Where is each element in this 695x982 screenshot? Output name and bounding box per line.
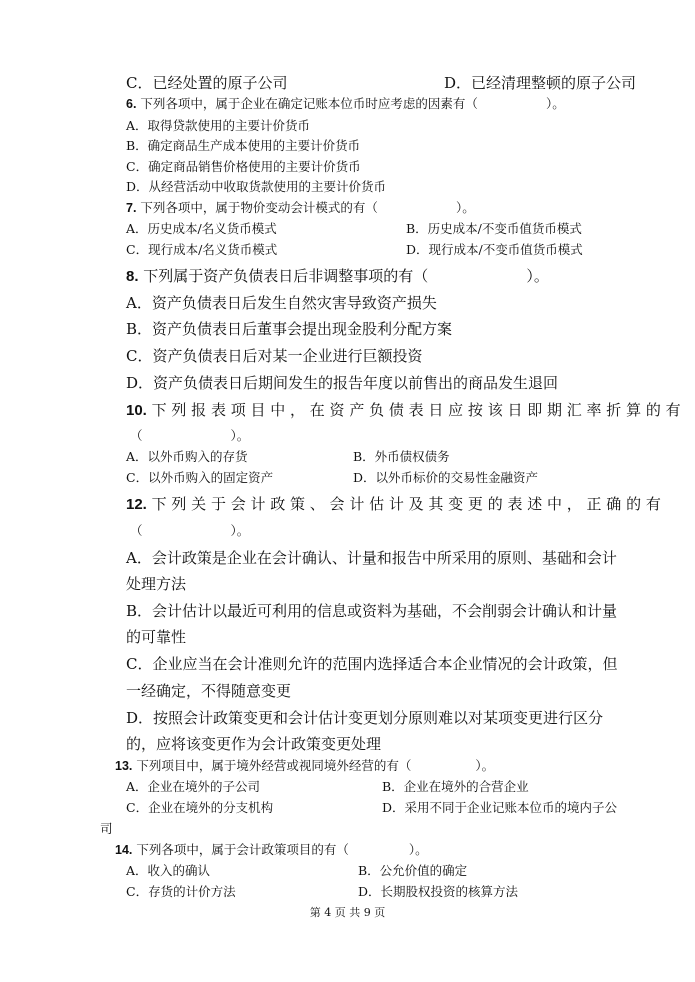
question-number: 6. <box>126 97 137 111</box>
question-text: 下列各项中，属于会计政策项目的有（ <box>136 842 349 857</box>
option-c: C．现行成本/名义货币模式 <box>126 242 278 257</box>
option-c: C．企业应当在会计准则允许的范围内选择适合本企业情况的会计政策，但 <box>126 655 618 673</box>
option-b: B．历史成本/不变币值货币模式 <box>406 221 582 236</box>
question-text: 下列各项中，属于物价变动会计模式的有（ <box>140 200 378 215</box>
question-number: 10. <box>126 402 147 419</box>
option-a: A．企业在境外的子公司 <box>126 779 261 794</box>
option-d: D．长期股权投资的核算方法 <box>358 884 519 899</box>
question-close: ）。 <box>545 96 565 111</box>
question-13 <box>115 760 494 773</box>
question-text: 下 列 关 于 会 计 政 策 、 会 计 估 计 及 其 变 更 的 表 述 中 ， 正 确 的 有 <box>151 495 661 513</box>
option-c: C．已经处置的原子公司 <box>126 74 288 92</box>
question-close: ）。 <box>230 428 250 443</box>
option-c: C．确定商品销售价格使用的主要计价货币 <box>126 159 361 174</box>
option-b: B．外币债权债务 <box>353 449 450 464</box>
option-c-continued: 一经确定，不得随意变更 <box>126 682 292 700</box>
question-8 <box>126 269 549 284</box>
question-text: 下 列 报 表 项 目 中 ， 在 资 产 负 债 表 日 应 按 该 日 即 期 汇 率 折 算 的 有 <box>151 401 681 419</box>
option-a: A．取得贷款使用的主要计价货币 <box>126 118 311 133</box>
question-number: 14. <box>115 843 133 857</box>
question-7 <box>126 202 475 215</box>
option-d: D．按照会计政策变更和会计估计变更划分原则难以对某项变更进行区分 <box>126 709 604 727</box>
option-d: D．采用不同于企业记账本位币的境内子公 <box>382 800 618 815</box>
question-10 <box>126 403 681 418</box>
question-open: （ <box>130 428 143 443</box>
question-close: ）。 <box>475 758 495 773</box>
option-b: B．会计估计以最近可利用的信息或资料为基础，不会削弱会计确认和计量 <box>126 602 618 620</box>
question-12 <box>126 497 661 512</box>
option-d-continued: 司 <box>100 821 113 836</box>
option-a: A．历史成本/名义货币模式 <box>126 221 277 236</box>
page-footer: 第 4 页 共 9 页 <box>309 906 386 919</box>
question-number: 12. <box>126 496 147 513</box>
question-close: ）。 <box>408 842 428 857</box>
option-a: A．会计政策是企业在会计确认、计量和报告中所采用的原则、基础和会计 <box>126 549 617 567</box>
option-a: A．收入的确认 <box>126 863 211 878</box>
option-d: D．从经营活动中收取货款使用的主要计价货币 <box>126 179 387 194</box>
option-d-continued: 的，应将该变更作为会计政策变更处理 <box>126 735 382 753</box>
question-open: （ <box>130 523 143 538</box>
question-14 <box>115 844 428 857</box>
question-number: 7. <box>126 201 137 215</box>
answer-blank <box>130 430 249 443</box>
option-d: D．以外币标价的交易性金融资产 <box>353 470 539 485</box>
option-a-continued: 处理方法 <box>126 575 187 593</box>
option-d: D．现行成本/不变币值货币模式 <box>406 242 583 257</box>
option-b: B．企业在境外的合营企业 <box>382 779 529 794</box>
question-text: 下列各项中，属于企业在确定记账本位币时应考虑的因素有（ <box>140 96 478 111</box>
question-text: 下列属于资产负债表日后非调整事项的有（ <box>143 267 429 285</box>
question-close: ）。 <box>230 523 250 538</box>
answer-blank <box>130 525 249 538</box>
question-6 <box>126 98 565 111</box>
question-number: 13. <box>115 759 133 773</box>
option-a: A．资产负债表日后发生自然灾害导致资产损失 <box>126 294 437 312</box>
option-c: C．企业在境外的分支机构 <box>126 800 274 815</box>
option-c: C．资产负债表日后对某一企业进行巨额投资 <box>126 347 423 365</box>
option-b: B．公允价值的确定 <box>358 863 468 878</box>
question-number: 8. <box>126 268 139 285</box>
option-a: A．以外币购入的存货 <box>126 449 248 464</box>
question-close: ）。 <box>526 267 549 285</box>
question-text: 下列项目中，属于境外经营或视同境外经营的有（ <box>136 758 412 773</box>
question-close: ）。 <box>455 200 475 215</box>
option-b: B．资产负债表日后董事会提出现金股利分配方案 <box>126 320 453 338</box>
option-c: C．以外币购入的固定资产 <box>126 470 274 485</box>
option-d: D．已经清理整顿的原子公司 <box>444 74 637 92</box>
option-d: D．资产负债表日后期间发生的报告年度以前售出的商品发生退回 <box>126 374 559 392</box>
option-c: C．存货的计价方法 <box>126 884 236 899</box>
option-b-continued: 的可靠性 <box>126 628 187 646</box>
option-b: B．确定商品生产成本使用的主要计价货币 <box>126 138 361 153</box>
